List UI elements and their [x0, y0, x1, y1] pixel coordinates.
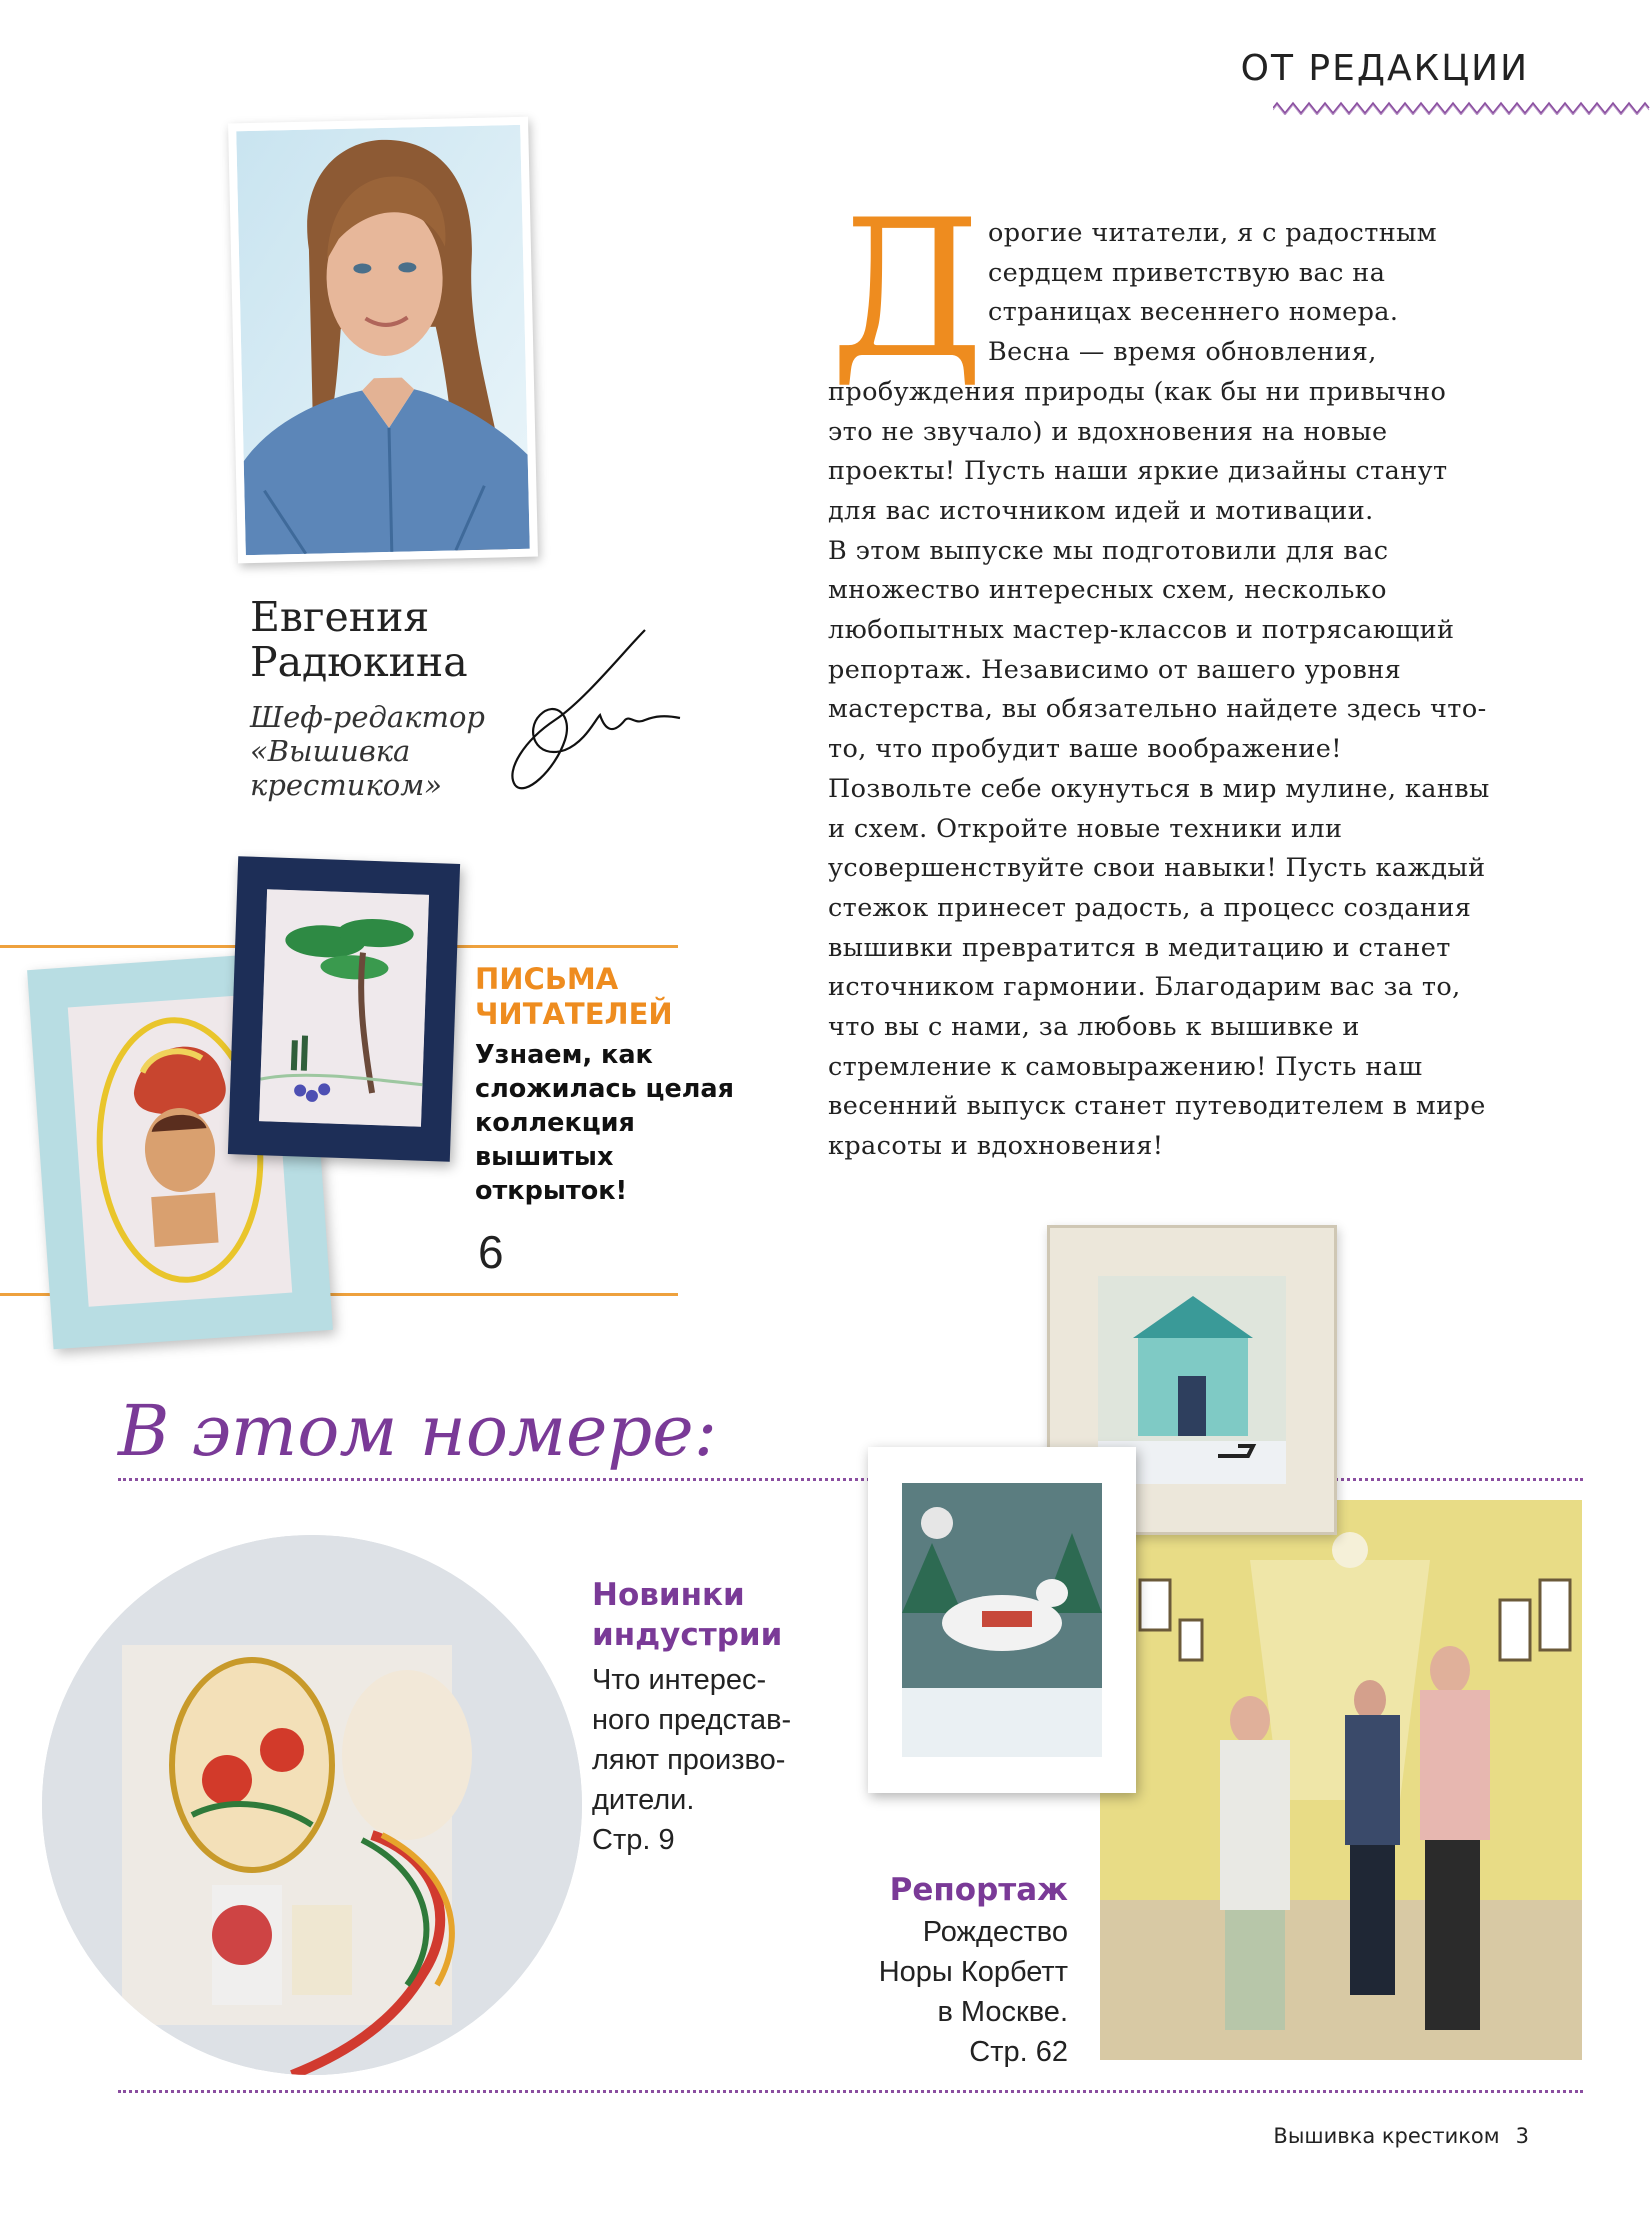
editor-role-line: крестиком»: [250, 768, 443, 802]
editor-signature: [495, 620, 685, 800]
drop-cap: Д: [830, 179, 985, 400]
framed-embroidery-hare: [868, 1447, 1136, 1793]
report-line: в Москве.: [937, 1996, 1068, 2028]
industry-news-line: Что интерес-: [592, 1664, 767, 1696]
editor-portrait-photo: [228, 117, 538, 564]
editor-letter: [828, 214, 1493, 1167]
letters-text-line: Узнаем, как: [475, 1040, 653, 1070]
editor-first-name: Евгения: [250, 593, 430, 641]
industry-news-line: дители.: [592, 1784, 695, 1816]
exhibition-hall-photo: [1100, 1500, 1582, 2060]
letters-section-text: [475, 1038, 775, 1208]
dotted-rule-bottom: [118, 2090, 1583, 2093]
industry-news-line: ного представ-: [592, 1704, 792, 1736]
letters-text-line: сложилась целая: [475, 1074, 735, 1104]
industry-news-text: [592, 1660, 791, 1860]
framed-embroidery-tree: [228, 856, 460, 1162]
report-line: Стр. 62: [969, 2036, 1068, 2068]
letters-section-heading: [475, 962, 673, 1032]
industry-news-heading-line: Новинки: [592, 1577, 745, 1613]
letters-text-line: коллекция: [475, 1108, 635, 1138]
letters-text-line: открыток!: [475, 1176, 628, 1206]
report-line: Рождество: [922, 1916, 1068, 1948]
section-title: ОТ РЕДАКЦИИ: [1240, 48, 1529, 89]
editor-role-line: «Вышивка: [250, 734, 411, 768]
letter-paragraph: В этом выпуске мы подготовили для вас множество интересных схем, несколько любопытных мастер-классов и потрясающий репортаж. Независимо от вашего уровня мастерства, вы обязательно найдете здесь что-то, что пробудит ваше воображение! Позвольте себе окунуться в мир мулине, канвы и схем. Откройте новые техники или усовершенствуйте свои навыки! Пусть каждый стежок принесет радость, а процесс создания вышивки превратится в медитацию и станет источником гармонии. Благодарим вас за то, что вы с нами, за любовь к вышивке и стремление к самовыражению! Пусть наш весенний выпуск станет путеводителем в мире красоты и вдохновения!: [828, 535, 1490, 1162]
report-text: [879, 1912, 1068, 2072]
industry-news-heading: [592, 1575, 782, 1655]
dotted-rule-top: [118, 1478, 1583, 1481]
magazine-name: Вышивка крестиком: [1273, 2124, 1500, 2148]
letter-line: Весна — время обновления,: [988, 337, 1377, 368]
editor-role-line: Шеф-редактор: [250, 700, 485, 734]
report-line: Норы Корбетт: [878, 1956, 1068, 1988]
editor-last-name: Радюкина: [250, 638, 468, 686]
letter-line: страницах весеннего номера.: [988, 297, 1399, 328]
page-number: 3: [1515, 2124, 1529, 2148]
editor-name: [250, 595, 468, 685]
letters-text-line: вышитых: [475, 1142, 614, 1172]
letters-page-number: 6: [478, 1226, 504, 1278]
in-this-issue-heading: В этом номере:: [118, 1390, 718, 1472]
letters-heading-line: ЧИТАТЕЛЕЙ: [475, 997, 673, 1031]
industry-news-line: ляют произво-: [592, 1744, 786, 1776]
editor-role: [250, 700, 485, 802]
letter-line: сердцем приветствую вас на: [988, 257, 1386, 288]
report-heading: Репортаж: [889, 1872, 1068, 1908]
letter-line: орогие читатели, я с радостным: [988, 218, 1438, 248]
embroidery-kit-photo: [42, 1535, 582, 2075]
page-footer: [1273, 2124, 1529, 2148]
letters-heading-line: ПИСЬМА: [475, 962, 619, 996]
industry-news-heading-line: индустрии: [592, 1617, 783, 1653]
industry-news-line: Стр. 9: [592, 1824, 675, 1856]
letter-paragraph: пробуждения природы (как бы ни привычно это не звучало) и вдохновения на новые проекты! Пусть наши яркие дизайны станут для вас источником идей и мотивации.: [828, 376, 1448, 526]
decorative-zigzag-rule: [1273, 101, 1651, 115]
